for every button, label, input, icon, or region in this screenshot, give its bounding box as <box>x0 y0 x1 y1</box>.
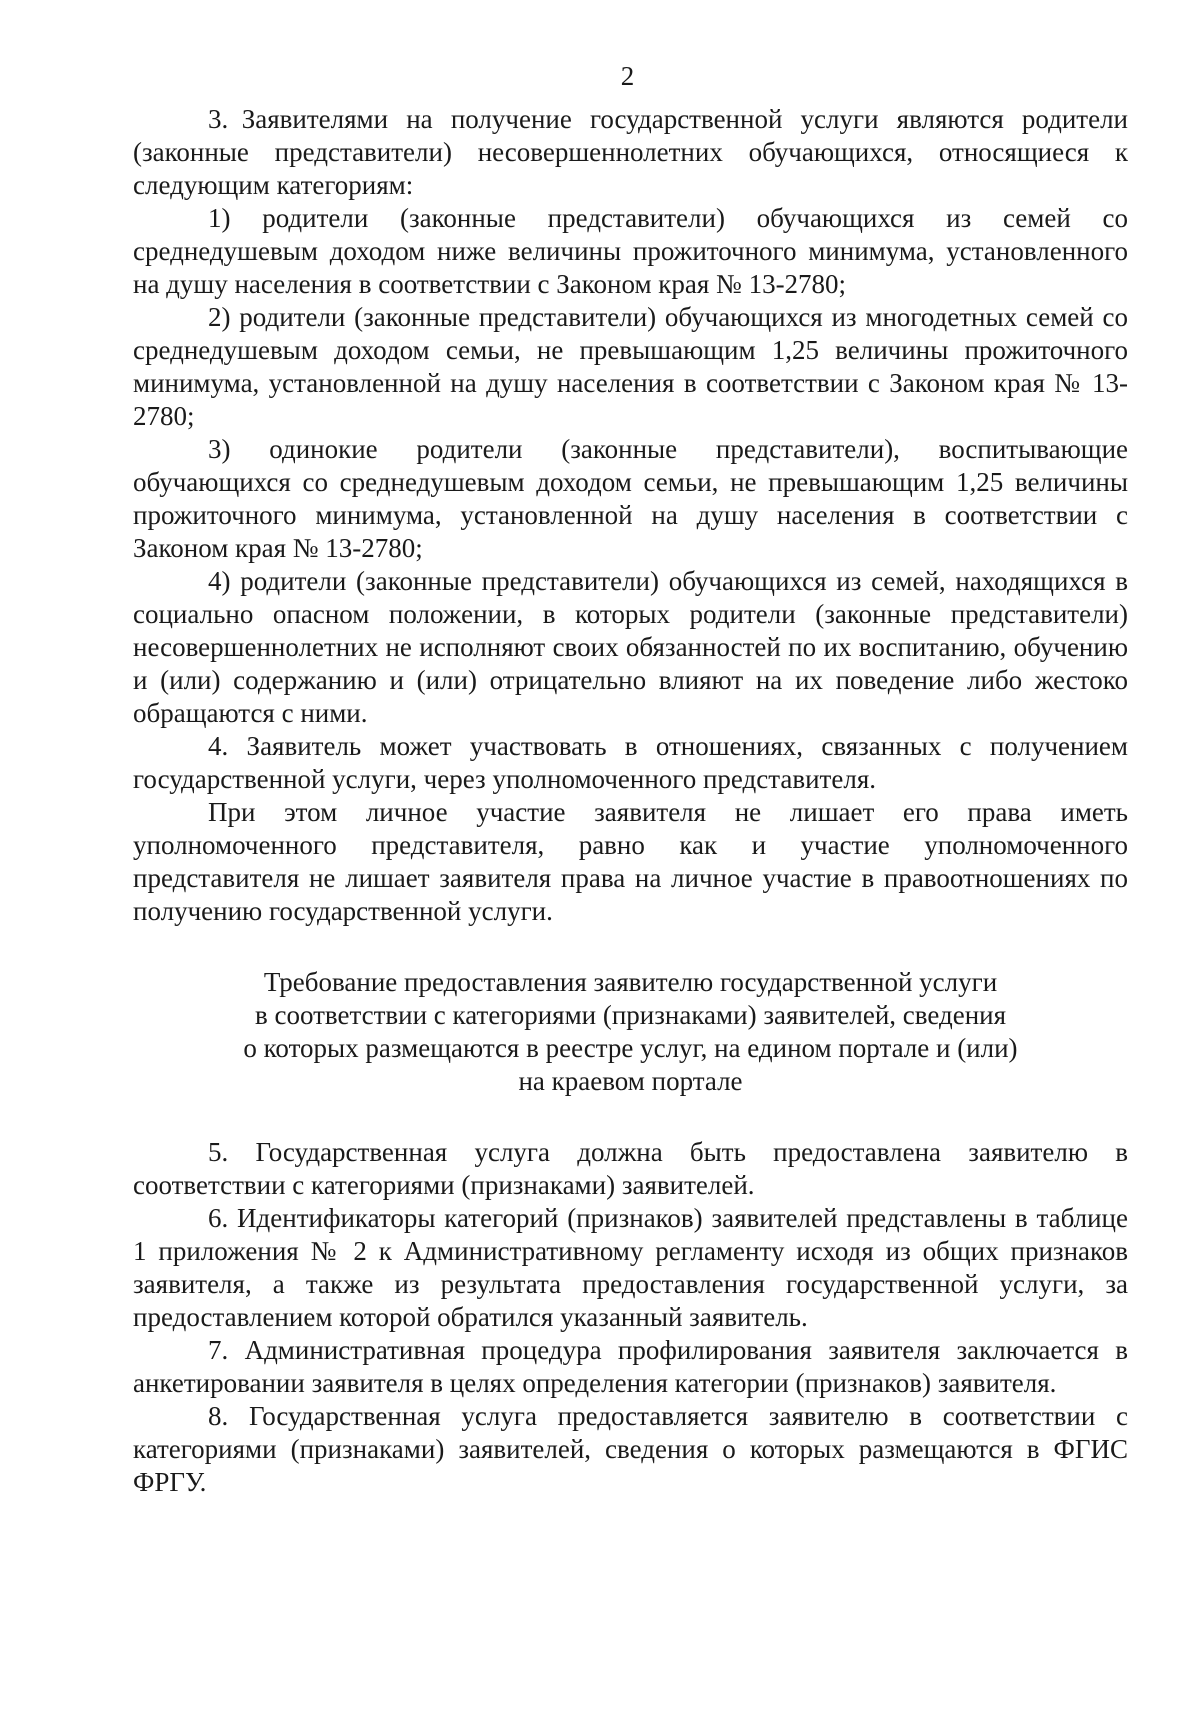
paragraph-item-7: 7. Административная процедура профилирования заявителя заключается в анкетировании заявителя в целях определения категории (признаков) заявителя. <box>133 1335 1128 1398</box>
paragraph-category-1: 1) родители (законные представители) обучающихся из семей со среднедушевым доходом ниже величины прожиточного минимума, установленного на душу населения в соответствии с Законом края № 13-2780; <box>133 203 1128 299</box>
document-body <box>133 103 1128 1499</box>
paragraph-item-4: 4. Заявитель может участвовать в отношениях, связанных с получением государственной услуги, через уполномоченного представителя. <box>133 731 1128 794</box>
section-heading-line: о которых размещаются в реестре услуг, на едином портале и (или) <box>243 1033 1018 1063</box>
paragraph-item-5: 5. Государственная услуга должна быть предоставлена заявителю в соответствии с категориями (признаками) заявителей. <box>133 1137 1128 1200</box>
section-heading-line: на краевом портале <box>518 1066 743 1096</box>
section-heading-line: Требование предоставления заявителю государственной услуги <box>263 967 998 997</box>
paragraph-item-4-note: При этом личное участие заявителя не лишает его права иметь уполномоченного представителя, равно как и участие уполномоченного представителя не лишает заявителя права на личное участие в правоотношениях по получению государственной услуги. <box>133 797 1128 926</box>
paragraph-category-2: 2) родители (законные представители) обучающихся из многодетных семей со среднедушевым доходом семьи, не превышающим 1,25 величины прожиточного минимума, установленной на душу населения в соответствии с Законом края № 13-2780; <box>133 302 1128 431</box>
paragraph-item-6: 6. Идентификаторы категорий (признаков) заявителей представлены в таблице 1 приложения № 2 к Административному регламенту исходя из общих признаков заявителя, а также из результата предоставления государственной услуги, за предоставлением которой обратился указанный заявитель. <box>133 1203 1128 1332</box>
paragraph-item-8: 8. Государственная услуга предоставляется заявителю в соответствии с категориями (признаками) заявителей, сведения о которых размещаются в ФГИС ФРГУ. <box>133 1401 1128 1497</box>
paragraph-category-3: 3) одинокие родители (законные представители), воспитывающие обучающихся со среднедушевым доходом семьи, не превышающим 1,25 величины прожиточного минимума, установленной на душу населения в соответствии с Законом края № 13-2780; <box>133 434 1128 563</box>
page-number: 2 <box>620 61 635 91</box>
paragraph-category-4: 4) родители (законные представители) обучающихся из семей, находящихся в социально опасном положении, в которых родители (законные представители) несовершеннолетних не исполняют своих обязанностей по их воспитанию, обучению и (или) содержанию и (или) отрицательно влияют на их поведение либо жестоко обращаются с ними. <box>133 566 1128 728</box>
section-heading <box>133 966 1128 1098</box>
section-heading-line: в соответствии с категориями (признаками) заявителей, сведения <box>254 1000 1007 1030</box>
paragraph-item-3: 3. Заявителями на получение государственной услуги являются родители (законные представители) несовершеннолетних обучающихся, относящиеся к следующим категориям: <box>133 104 1128 200</box>
